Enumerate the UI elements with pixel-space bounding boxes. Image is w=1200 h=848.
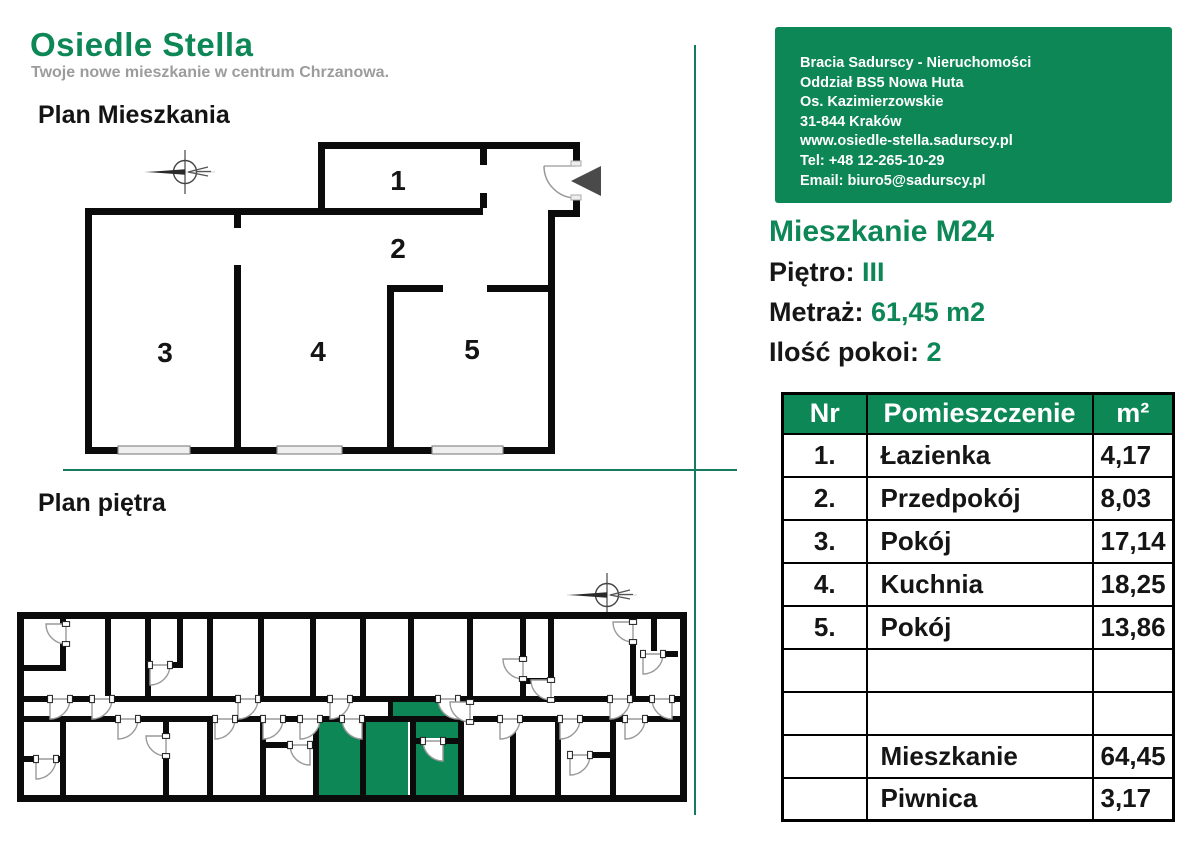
agency-city: 31-844 Kraków xyxy=(800,113,902,130)
table-row xyxy=(783,563,1174,606)
cell-area: 64,45 xyxy=(1093,735,1174,778)
cell-nr xyxy=(783,649,867,692)
cell-room xyxy=(867,692,1093,735)
cell-nr: 2. xyxy=(783,477,867,520)
compass-icon xyxy=(145,150,215,194)
page-subtitle: Twoje nowe mieszkanie w centrum Chrzanowa. xyxy=(31,64,390,81)
table-row-total xyxy=(783,735,1174,778)
apartment-name: Mieszkanie M24 xyxy=(769,215,995,248)
cell-room xyxy=(867,649,1093,692)
room-label-3: 3 xyxy=(157,337,173,368)
cell-nr xyxy=(783,692,867,735)
cell-room: Łazienka xyxy=(867,434,1093,477)
floor-plan-heading: Plan piętra xyxy=(38,489,166,517)
agency-email: Email: biuro5@sadurscy.pl xyxy=(800,172,986,189)
room-label-4: 4 xyxy=(310,336,326,367)
cell-area: 13,86 xyxy=(1093,606,1174,649)
agency-street: Os. Kazimierzowskie xyxy=(800,94,944,111)
cell-room: Pokój xyxy=(867,520,1093,563)
header-area: m² xyxy=(1093,394,1174,434)
agency-name: Bracia Sadurscy - Nieruchomości xyxy=(800,55,1032,71)
rooms-label: Ilość pokoi: xyxy=(769,337,927,367)
table-row xyxy=(783,606,1174,649)
table-row-empty xyxy=(783,649,1174,692)
header-nr: Nr xyxy=(783,394,867,434)
table-header-row xyxy=(783,394,1174,434)
floor-label: Piętro: xyxy=(769,257,863,287)
table-row xyxy=(783,434,1174,477)
cell-room: Piwnica xyxy=(867,778,1093,821)
cell-room: Kuchnia xyxy=(867,563,1093,606)
cell-area: 17,14 xyxy=(1093,520,1174,563)
entry-arrow-icon xyxy=(571,166,601,196)
room-area-table xyxy=(781,392,1175,822)
rooms-spec xyxy=(769,337,942,368)
header-room: Pomieszczenie xyxy=(867,394,1093,434)
area-value: 61,45 m2 xyxy=(871,297,986,327)
room-label-2: 2 xyxy=(390,233,406,264)
table-row xyxy=(783,477,1174,520)
page-title: Osiedle Stella xyxy=(30,26,254,63)
table-row-empty xyxy=(783,692,1174,735)
cell-area: 8,03 xyxy=(1093,477,1174,520)
cell-nr: 4. xyxy=(783,563,867,606)
cell-room: Pokój xyxy=(867,606,1093,649)
floor-value: III xyxy=(862,257,885,287)
cell-area: 4,17 xyxy=(1093,434,1174,477)
cell-nr: 3. xyxy=(783,520,867,563)
cell-area xyxy=(1093,649,1174,692)
cell-area xyxy=(1093,692,1174,735)
cell-nr: 1. xyxy=(783,434,867,477)
apartment-floor-plan xyxy=(60,130,620,465)
floor-spec xyxy=(769,257,885,288)
cell-nr xyxy=(783,735,867,778)
agency-phone: Tel: +48 12-265-10-29 xyxy=(800,152,945,169)
cell-nr xyxy=(783,778,867,821)
cell-area: 3,17 xyxy=(1093,778,1174,821)
agency-info-box xyxy=(775,27,1172,203)
room-label-1: 1 xyxy=(390,165,406,196)
apartment-windows xyxy=(118,446,503,454)
room-label-5: 5 xyxy=(464,334,480,365)
apartment-walls xyxy=(85,142,580,454)
building-floor-plan xyxy=(10,560,700,815)
agency-branch: Oddział BS5 Nowa Huta xyxy=(800,74,964,91)
horizontal-divider xyxy=(63,469,737,471)
area-label: Metraż: xyxy=(769,297,872,327)
table-row xyxy=(783,520,1174,563)
cell-area: 18,25 xyxy=(1093,563,1174,606)
cell-room: Mieszkanie xyxy=(867,735,1093,778)
apartment-plan-heading: Plan Mieszkania xyxy=(38,101,230,129)
area-spec xyxy=(769,297,985,328)
agency-website: www.osiedle-stella.sadurscy.pl xyxy=(800,133,1013,150)
table-row-total xyxy=(783,778,1174,821)
compass-icon xyxy=(567,573,637,617)
cell-room: Przedpokój xyxy=(867,477,1093,520)
cell-nr: 5. xyxy=(783,606,867,649)
rooms-value: 2 xyxy=(926,337,942,367)
